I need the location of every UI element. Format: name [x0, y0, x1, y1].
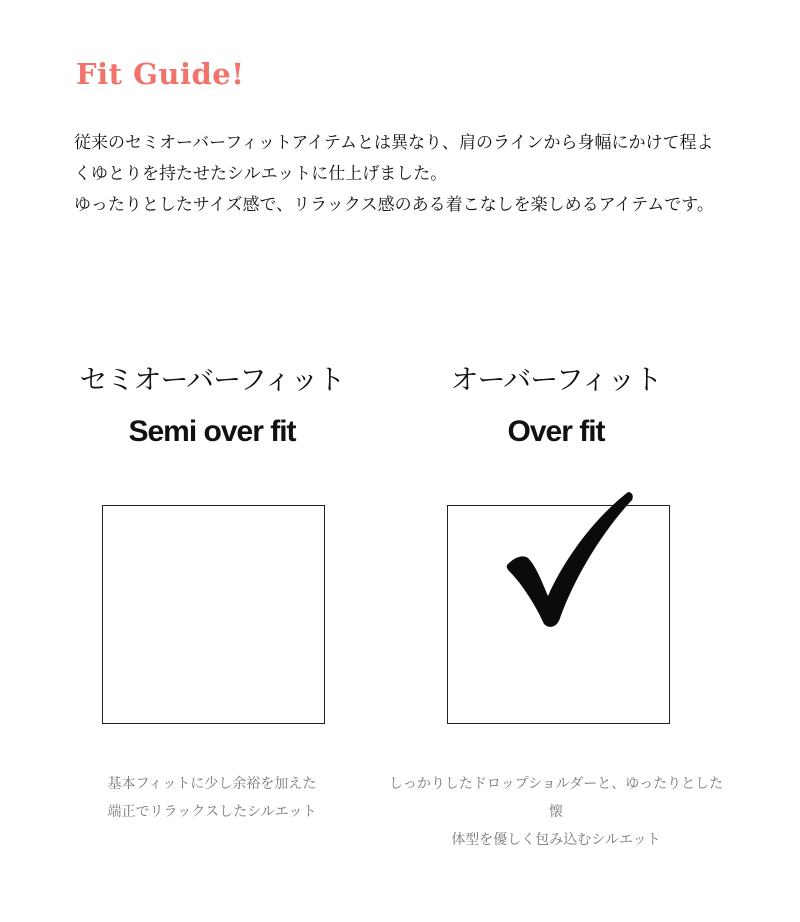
fit-description — [74, 128, 774, 221]
caption-line: 体型を優しく包み込むシルエット — [451, 832, 661, 848]
description-line: ゆったりとしたサイズ感で、リラックス感のある着こなしを楽しめるアイテムです。 — [74, 195, 714, 215]
fit-name-en: Semi over fit — [128, 415, 296, 448]
description-line: くゆとりを持たせたシルエットに仕上げました。 — [74, 164, 448, 184]
semi-over-fit-checkbox — [102, 505, 325, 724]
description-line: 従来のセミオーバーフィットアイテムとは異なり、肩のラインから身幅にかけて程よ — [74, 133, 714, 153]
page-title: Fit Guide! — [76, 57, 245, 91]
semi-over-fit-caption — [42, 770, 382, 826]
caption-line: 基本フィットに少し余裕を加えた — [107, 776, 317, 792]
over-fit-heading — [406, 360, 706, 452]
caption-line: しっかりしたドロップショルダーと、ゆったりとした懐 — [388, 776, 724, 820]
checkmark-icon — [500, 488, 640, 628]
caption-line: 端正でリラックスしたシルエット — [107, 804, 317, 820]
semi-over-fit-heading — [62, 360, 362, 452]
fit-name-en: Over fit — [507, 415, 605, 448]
fit-name-jp: セミオーバーフィット — [79, 363, 345, 396]
over-fit-caption — [386, 770, 726, 854]
fit-name-jp: オーバーフィット — [450, 363, 662, 396]
